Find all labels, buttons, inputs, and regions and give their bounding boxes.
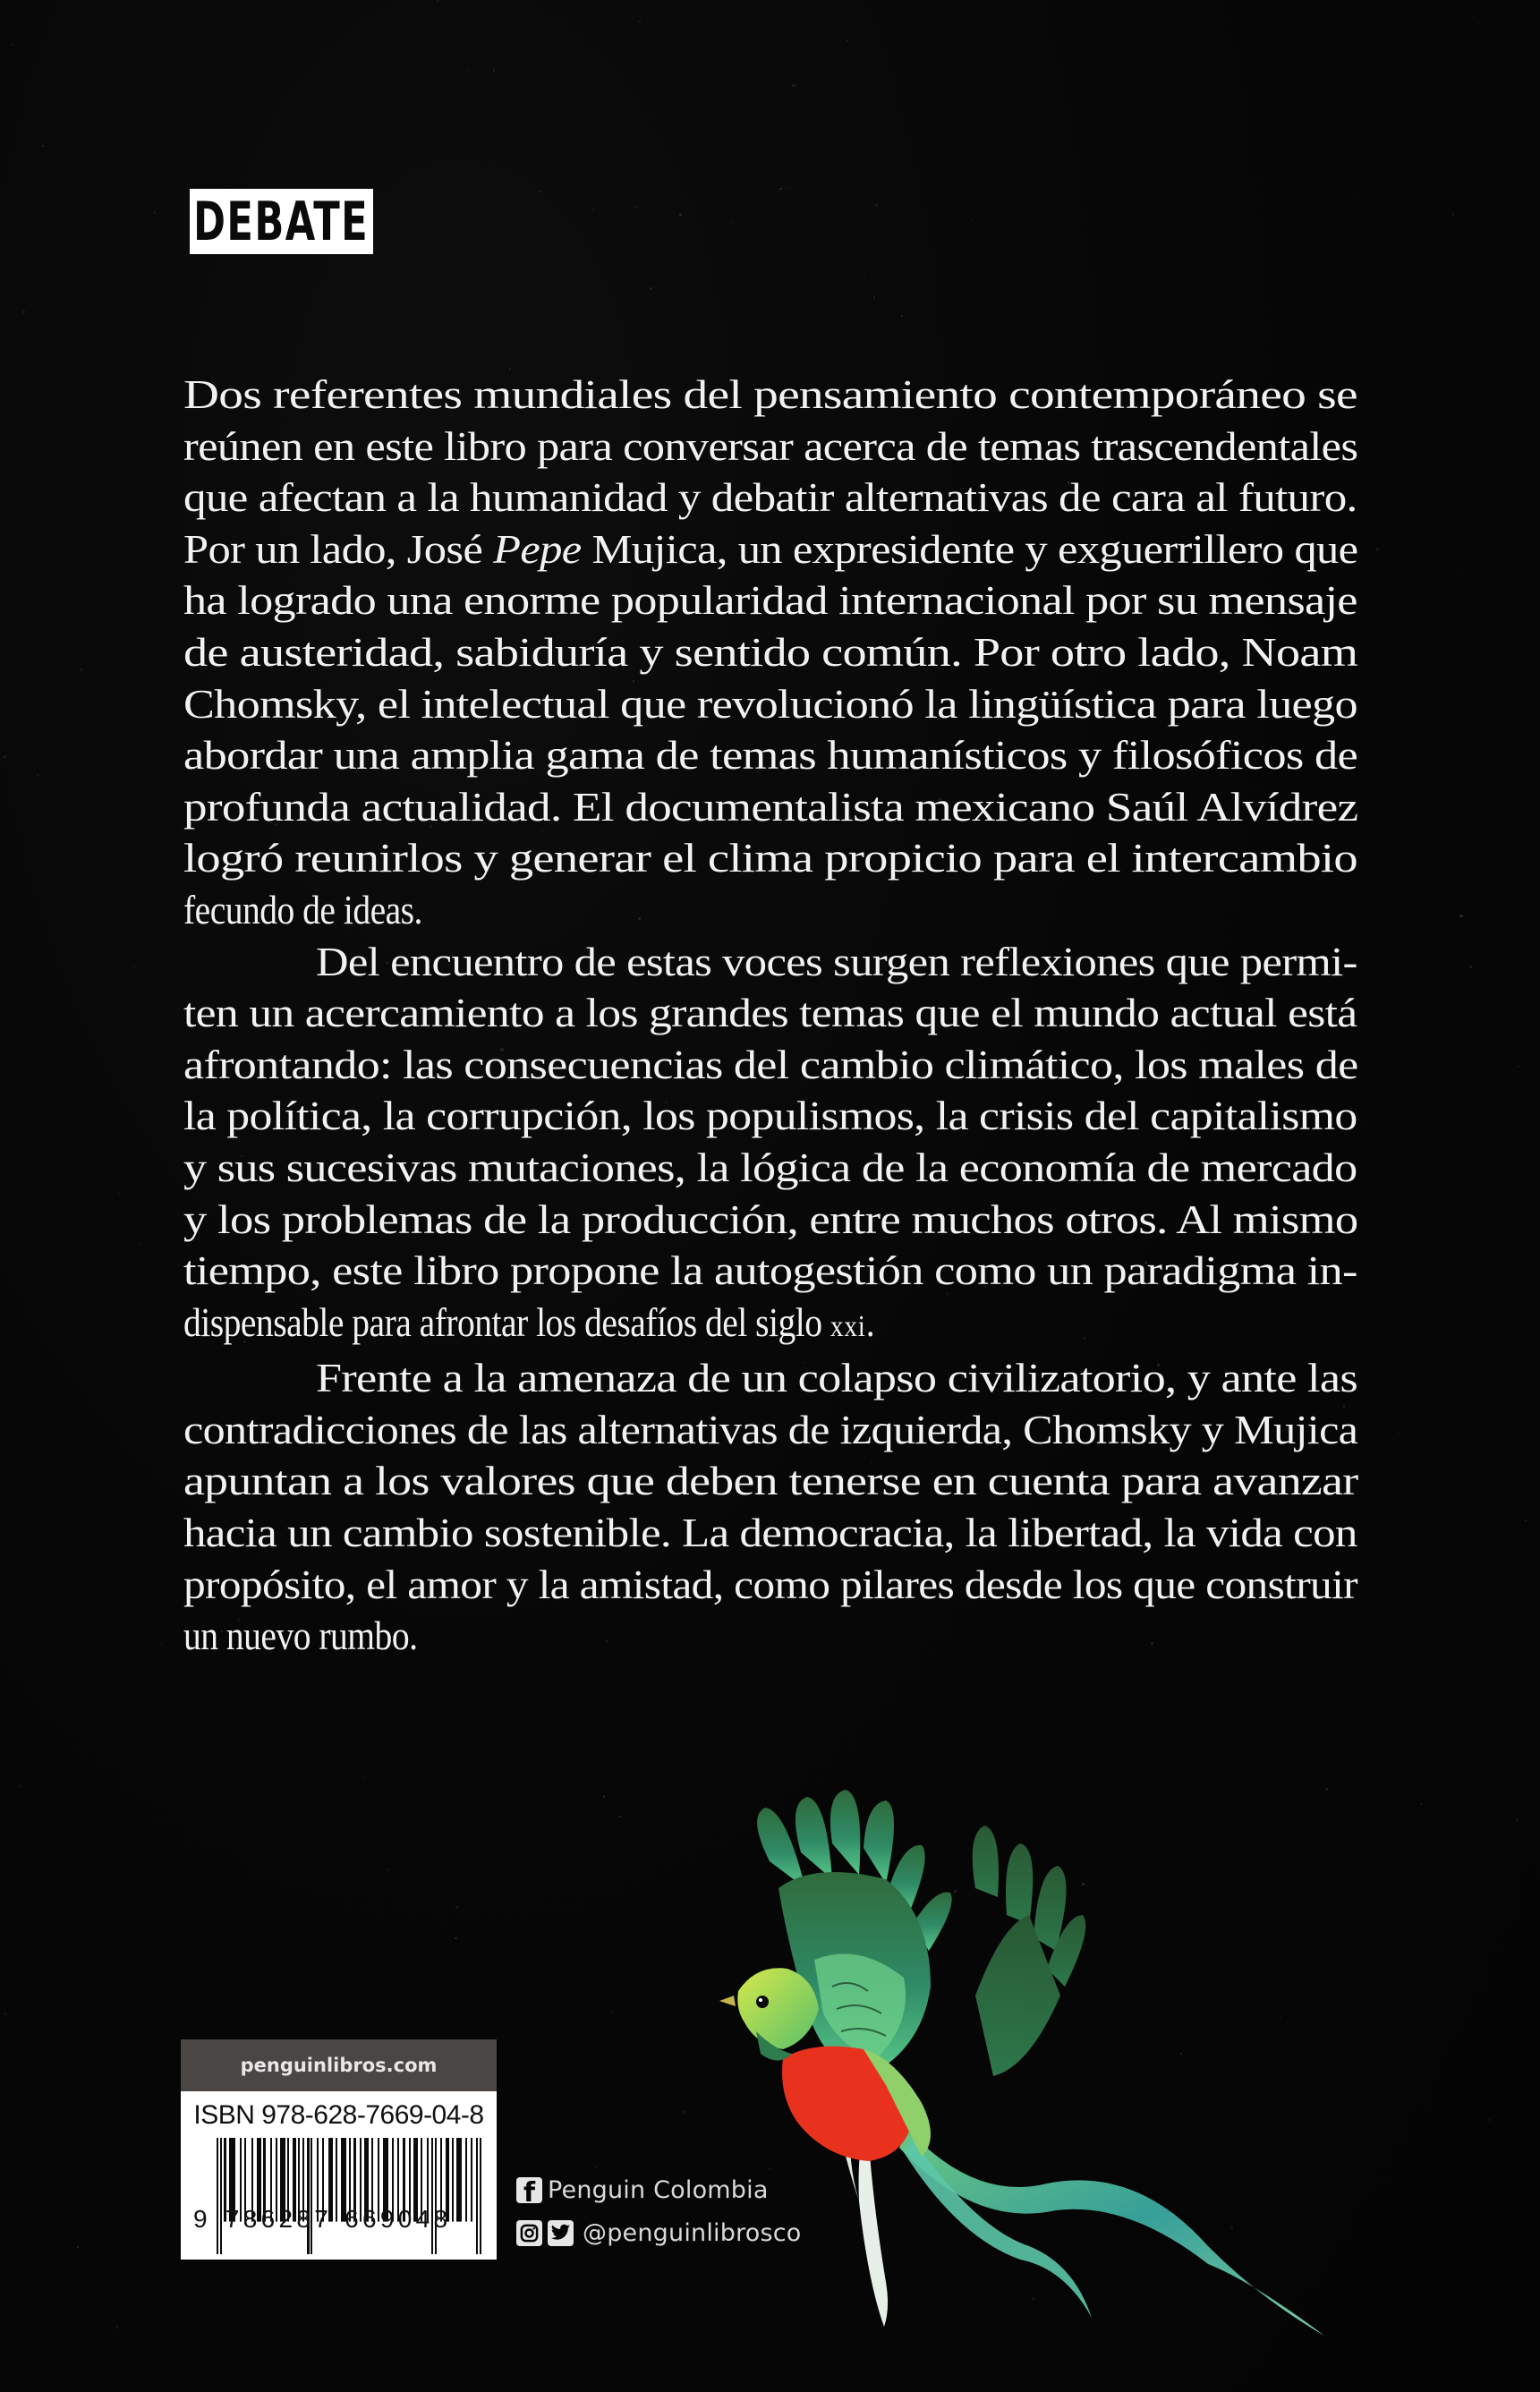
publisher-website-banner: [181, 2039, 497, 2091]
blurb-line: Chomsky, el intelectual que revolucionó la lingüística para luego: [183, 680, 1357, 727]
blurb-paragraph: [183, 369, 1357, 936]
blurb-line: dispensable para afrontar los desafíos del siglo xxi.: [183, 1298, 875, 1345]
blurb-line: y los problemas de la producción, entre muchos otros. Al mismo: [183, 1196, 1358, 1242]
blurb-line: la política, la corrupción, los populismos, la crisis del capitalismo: [183, 1093, 1357, 1139]
blurb-line: que afectan a la humanidad y debatir alternativas de cara al futuro.: [183, 474, 1357, 521]
blurb-paragraph: [183, 1352, 1357, 1662]
blurb-line: ha logrado una enorme popularidad internacional por su mensaje: [183, 577, 1357, 624]
barcode: [217, 2138, 487, 2254]
back-cover-blurb: [183, 369, 1357, 1662]
blurb-line: fecundo de ideas.: [183, 886, 422, 932]
isbn-label: ISBN 978-628-7669-04-8: [193, 2100, 484, 2130]
blurb-line: Frente a la amenaza de un colapso civilizatorio, y ante las: [315, 1355, 1357, 1401]
blurb-line: afrontando: las consecuencias del cambio climático, los males de: [183, 1041, 1358, 1087]
quetzal-illustration: [707, 1781, 1387, 2371]
italic-name: Pepe: [493, 525, 582, 572]
blurb-line: profunda actualidad. El documentalista mexicano Saúl Alvídrez: [183, 783, 1358, 830]
facebook-icon: f: [516, 2177, 542, 2203]
facebook-page-name: Penguin Colombia: [548, 2175, 769, 2204]
blurb-line: Por un lado, José Pepe Mujica, un expresidente y exguerrillero que: [183, 525, 1358, 572]
blurb-line: logró reunirlos y generar el clima propicio para el intercambio: [183, 835, 1357, 881]
blurb-line: reúnen en este libro para conversar acerca de temas trascendentales: [183, 422, 1358, 469]
blurb-line: abordar una amplia gama de temas humanísticos y filosóficos de: [183, 732, 1358, 779]
blurb-line: un nuevo rumbo.: [183, 1613, 418, 1659]
instagram-icon: [516, 2220, 542, 2246]
blurb-line: y sus sucesivas mutaciones, la lógica de la economía de mercado: [183, 1144, 1357, 1190]
blurb-line: hacia un cambio sostenible. La democracia, la libertad, la vida con: [183, 1510, 1357, 1556]
publisher-logo: [190, 189, 373, 254]
barcode-digits: [193, 2205, 451, 2234]
barcode-digit-group-2: 669048: [345, 2205, 452, 2233]
small-caps-numeral: xxi: [830, 1309, 866, 1343]
blurb-line: propósito, el amor y la amistad, como pilares desde los que construir: [183, 1561, 1357, 1607]
blurb-line: contradicciones de las alternativas de izquierda, Chomsky y Mujica: [183, 1406, 1358, 1452]
publisher-logo-text: DEBATE: [193, 190, 370, 253]
twitter-icon: [548, 2220, 574, 2246]
blurb-line: Del encuentro de estas voces surgen reflexiones que permi-: [315, 938, 1357, 984]
blurb-line: apuntan a los valores que deben tenerse en cuenta para avanzar: [183, 1458, 1358, 1504]
social-links: [516, 2171, 802, 2257]
barcode-lead-digit: 9: [193, 2205, 211, 2233]
blurb-paragraph: [183, 936, 1357, 1353]
publisher-website: penguinlibros.com: [240, 2055, 438, 2076]
facebook-row: [516, 2171, 802, 2209]
instagram-twitter-row: [516, 2214, 802, 2252]
social-handle: @penguinlibrosco: [583, 2218, 802, 2247]
blurb-line: de austeridad, sabiduría y sentido común. Por otro lado, Noam: [183, 628, 1358, 675]
blurb-line: ten un acercamiento a los grandes temas que el mundo actual está: [183, 990, 1357, 1036]
barcode-digit-group-1: 786287: [225, 2205, 333, 2233]
blurb-line: Dos referentes mundiales del pensamiento contemporáneo se: [183, 371, 1357, 417]
isbn-barcode-box: [181, 2039, 497, 2260]
blurb-line: tiempo, este libro propone la autogestión como un paradigma in-: [183, 1247, 1357, 1294]
